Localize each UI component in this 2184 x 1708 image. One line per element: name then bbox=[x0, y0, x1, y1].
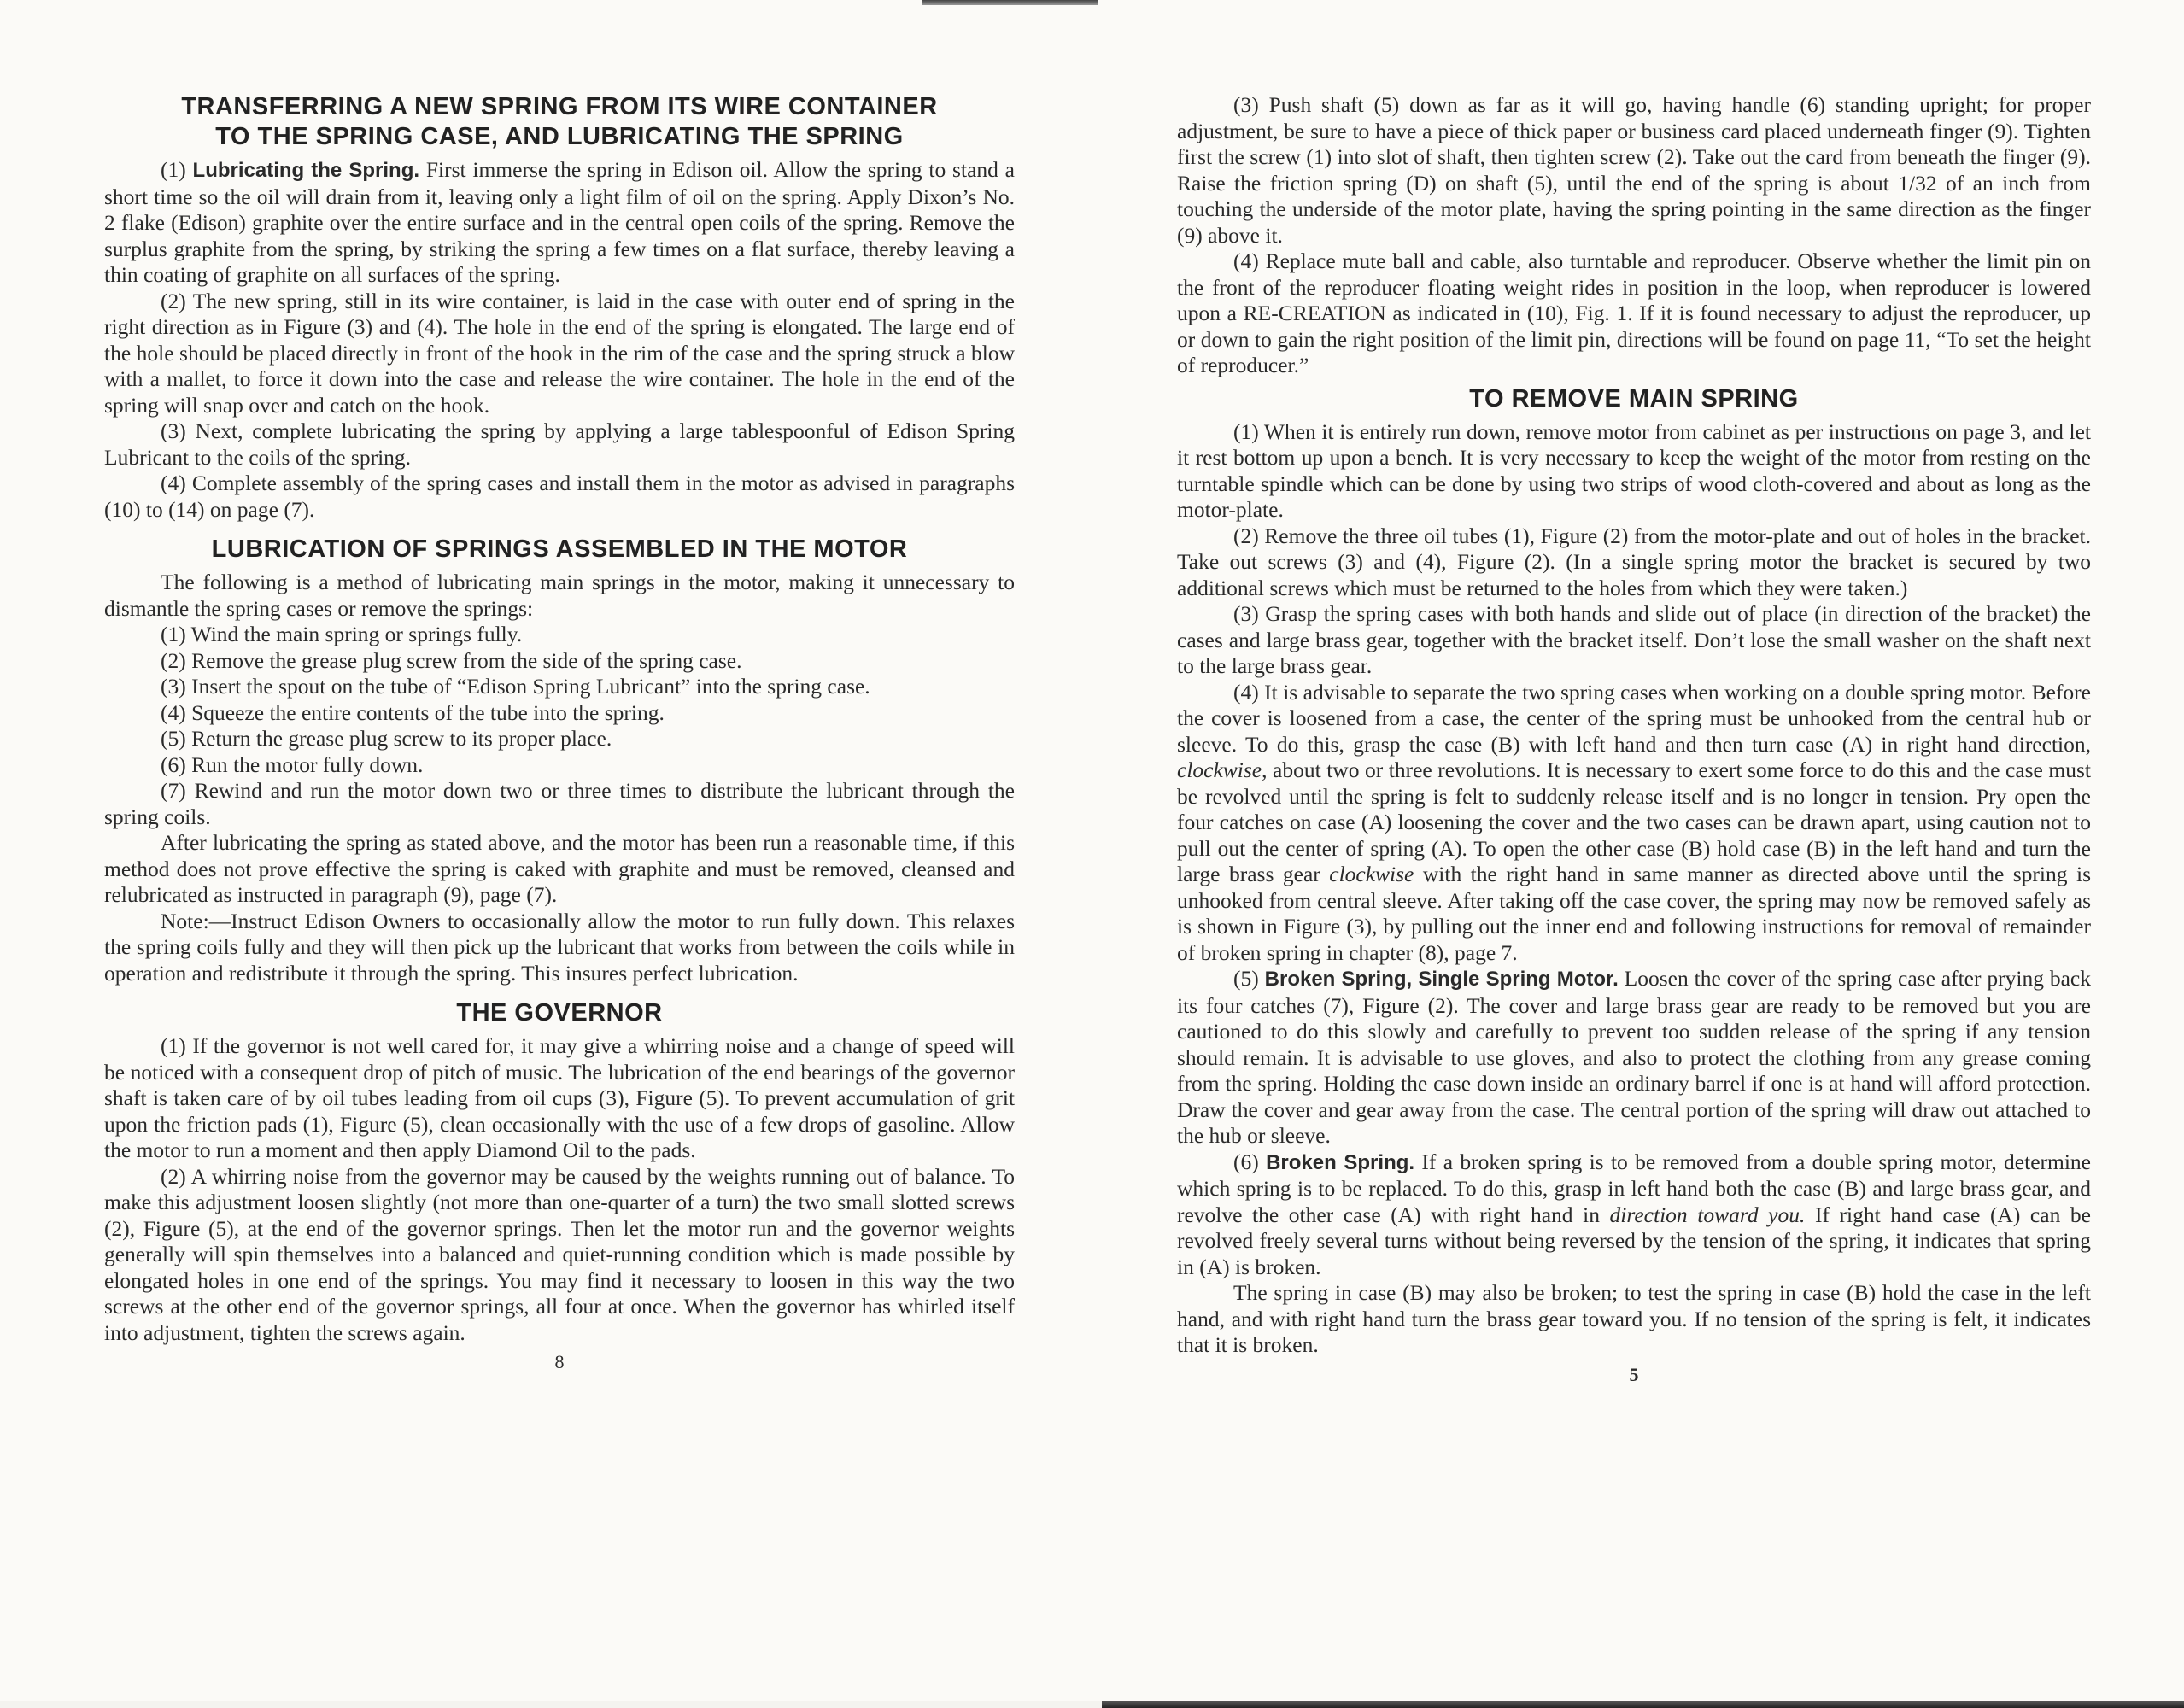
run-in-heading: Broken Spring. bbox=[1266, 1150, 1415, 1174]
paragraph: The spring in case (B) may also be broken; to test the spring in case (B) hold the case in the left hand, and with right hand turn the brass gear toward you. If no tension of the spring is felt, it indicates that it is broken. bbox=[1177, 1280, 2091, 1357]
list-item: (3) Insert the spout on the tube of “Edison Spring Lubricant” into the spring case. bbox=[161, 674, 870, 699]
paragraph: (2) Remove the three oil tubes (1), Figure (2) from the motor-plate and out of holes in the bracket. Take out screws (3) and (4), Figure (2). (In a single spring motor the bracket is secured by two additional screws which must be returned to the holes from which they were taken.) bbox=[1177, 523, 2091, 600]
paragraph: (1) If the governor is not well cared for, it may give a whirring noise and a change of speed will be noticed with a consequent drop of pitch of music. The lubrication of the end bearings of the governor shaft is taken care of by oil tubes leading from oil cups (3), Figure (5). To prevent accumulation of grit upon the friction pads (1), Figure (5), clean occasionally with the use of a few drops of gasoline. Allow the motor to run a moment and then apply Diamond Oil to the pads. bbox=[104, 1033, 1015, 1162]
paragraph-number: (5) bbox=[1233, 966, 1265, 991]
paragraph-text: First immerse the spring in Edison oil. Allow the spring to stand a short time so the oil will drain from it, leaving only a light film of oil on the spring. Apply Dixon’s No. 2 flake (Edison) graphite over the entire surface and in the central open coils of the spring. Remove the surplus graphite from the spring, by striking the spring a few times on a flat surface, thereby leaving a thin coating of graphite on all surfaces of the spring. bbox=[104, 157, 1015, 287]
list-item: (5) Return the grease plug screw to its proper place. bbox=[161, 726, 612, 751]
paragraph: (4) Replace mute ball and cable, also turntable and reproducer. Observe whether the limit pin on the front of the reproducer floating weight rides in position in the loop, when reproducer is lowered upon a RE-CREATION as indicated in (10), Fig. 1. If it is found necessary to adjust the reproducer, up or down to gain the right position of the limit pin, directions will be found on page 11, “To set the height of reproducer.” bbox=[1177, 249, 2091, 377]
paragraph-text: If right hand case (A) can be revolved freely several turns without being reversed by the tension of the spring, it indicates that spring in (A) is broken. bbox=[1177, 1202, 2091, 1279]
right-text-column bbox=[1177, 92, 2091, 1386]
paragraph: (3) Push shaft (5) down as far as it will go, having handle (6) standing upright; for proper adjustment, be sure to have a piece of thick paper or business card placed underneath finger (9). Tighten first the screw (1) into slot of shaft, then tighten screw (2). Take out the card from beneath the finger (9). Raise the friction spring (D) on shaft (5), until the end of the spring is about 1/32 of an inch from touching the underside of the motor plate, having the spring pointing in the same direction as the finger (9) above it. bbox=[1177, 92, 2091, 248]
list-item: (6) Run the motor fully down. bbox=[161, 752, 424, 777]
run-in-heading: Broken Spring, Single Spring Motor. bbox=[1264, 968, 1619, 991]
paragraph bbox=[104, 157, 1015, 289]
list-item: (1) Wind the main spring or springs fully. bbox=[161, 622, 523, 646]
run-in-heading: Lubricating the Spring. bbox=[192, 159, 420, 182]
paragraph-text: , about two or three revolutions. It is necessary to exert some force to do this and the case must be revolved until the spring is felt to suddenly release itself and is no longer in tension. Pry open the four catches on case (A) loosening the cover and the two cases can be drawn apart, using caution not to pull out the center of spring (A). To open the other case (B) hold case (B) in the left hand and turn the large brass gear bbox=[1177, 757, 2091, 886]
paragraph: (3) Next, complete lubricating the spring by applying a large tablespoonful of Edison Spring Lubricant to the coils of the spring. bbox=[104, 418, 1015, 470]
title-line-2: TO THE SPRING CASE, AND LUBRICATING THE SPRING bbox=[215, 123, 904, 150]
page-number: 5 bbox=[1629, 1363, 1639, 1385]
list-item: (4) Squeeze the entire contents of the tube into the spring. bbox=[161, 699, 665, 725]
italic-emphasis: clockwise bbox=[1177, 757, 1262, 782]
paragraph: (4) Complete assembly of the spring cases and install them in the motor as advised in paragraphs (10) to (14) on page (7). bbox=[104, 471, 1015, 522]
paragraph: The following is a method of lubricating main springs in the motor, making it unnecessary to dismantle the spring cases or remove the springs: bbox=[104, 570, 1015, 621]
paragraph: (1) When it is entirely run down, remove motor from cabinet as per instructions on page 3, and let it rest bottom up upon a bench. It is very necessary to keep the weight of the motor from resting on the turntable spindle which can be done by using two strips of wood cloth-covered and about as long as the motor-plate. bbox=[1177, 418, 2091, 522]
page-number: 8 bbox=[554, 1351, 565, 1372]
page-edge-shadow bbox=[922, 0, 1098, 5]
left-text-column bbox=[104, 92, 1015, 1373]
paragraph bbox=[1177, 1149, 2091, 1281]
paragraph-number: (1) bbox=[161, 157, 193, 182]
section-title-governor: THE GOVERNOR bbox=[456, 999, 663, 1027]
paragraph-text: (4) It is advisable to separate the two spring cases when working on a double spring motor. Before the cover is loosened from a case, the center of the spring must be unhooked from the central hub or sleeve. To do this, grasp the case (B) with left hand and then turn case (A) in right hand direction, bbox=[1177, 679, 2091, 757]
title-line-1: TRANSFERRING A NEW SPRING FROM ITS WIRE CONTAINER bbox=[181, 93, 938, 120]
note-paragraph: Note:—Instruct Edison Owners to occasionally allow the motor to run fully down. This relaxes the spring coils fully and they will then pick up the lubricant that works from between the coils while in operation and redistribute it through the spring. This insures perfect lubrication. bbox=[104, 908, 1015, 986]
paragraph: (3) Grasp the spring cases with both hands and slide out of place (in direction of the bracket) the cases and large brass gear, together with the bracket itself. Don’t lose the small washer on the shaft next to the large brass gear. bbox=[1177, 601, 2091, 678]
paragraph-text: Loosen the cover of the spring case after prying back its four catches (7), Figure (2). The cover and large brass gear are ready to be removed but you are cautioned to do this slowly and carefully to prevent too sudden release of the spring if any tension should remain. It is advisable to use gloves, and also to protect the clothing from any grease coming from the spring. Holding the case down inside an ordinary barrel if one is at hand will afford protection. Draw the cover and gear away from the case. The central portion of the spring will draw out attached to the hub or sleeve. bbox=[1177, 966, 2091, 1148]
list-item: (2) Remove the grease plug screw from the side of the spring case. bbox=[161, 647, 742, 673]
paragraph: After lubricating the spring as stated above, and the motor has been run a reasonable time, if this method does not prove effective the spring is caked with graphite and must be removed, cleansed and relubricated as instructed in paragraph (9), page (7). bbox=[104, 830, 1015, 907]
page-edge-shadow bbox=[1102, 1701, 2184, 1708]
paragraph-text: with the right hand in same manner as directed above until the spring is unhooked from central sleeve. After taking off the case cover, the spring may now be removed safely as is shown in Figure (3), by pulling out the inner end and following instructions for removal of remainder of broken spring in chapter (8), page 7. bbox=[1177, 862, 2091, 965]
italic-emphasis: direction toward you. bbox=[1609, 1202, 1806, 1227]
list-item: (7) Rewind and run the motor down two or three times to distribute the lubricant through the spring coils. bbox=[104, 778, 1015, 829]
paragraph: (2) The new spring, still in its wire container, is laid in the case with outer end of spring in the right direction as in Figure (3) and (4). The hole in the end of the spring is elongated. The large end of the hole should be placed directly in front of the hook in the rim of the case and the spring struck a blow with a mallet, to force it down into the case and release the wire container. The hole in the end of the spring will snap over and catch on the hook. bbox=[104, 288, 1015, 418]
paragraph-number: (6) bbox=[1233, 1149, 1267, 1174]
paragraph-text: If a broken spring is to be removed from a double spring motor, determine which spring is to be replaced. To do this, grasp in left hand both the case (B) and large brass gear, and revolve the other case (A) with right hand in bbox=[1177, 1149, 2091, 1227]
section-title-transferring bbox=[104, 92, 1015, 152]
paragraph: (2) A whirring noise from the governor may be caused by the weights running out of balance. To make this adjustment loosen slightly (not more than one-quarter of a turn) the two small slotted screws (2), Figure (5), at the end of the governor springs. Then let the motor run and the governor weights generally will spin themselves into a balanced and quiet-running condition which is made possible by elongated holes in one end of the springs. You may find it necessary to loosen in this way the two screws at the other end of the governor springs, all four at once. When the governor has whirled itself into adjustment, tighten the screws again. bbox=[104, 1163, 1015, 1345]
right-page bbox=[1098, 0, 2184, 1701]
paragraph bbox=[1177, 966, 2091, 1149]
italic-emphasis: clockwise bbox=[1329, 862, 1414, 886]
section-title-lubrication: LUBRICATION OF SPRINGS ASSEMBLED IN THE MOTOR bbox=[211, 535, 908, 563]
paragraph bbox=[1177, 680, 2091, 967]
section-title-remove-main-spring: TO REMOVE MAIN SPRING bbox=[1469, 384, 1799, 412]
